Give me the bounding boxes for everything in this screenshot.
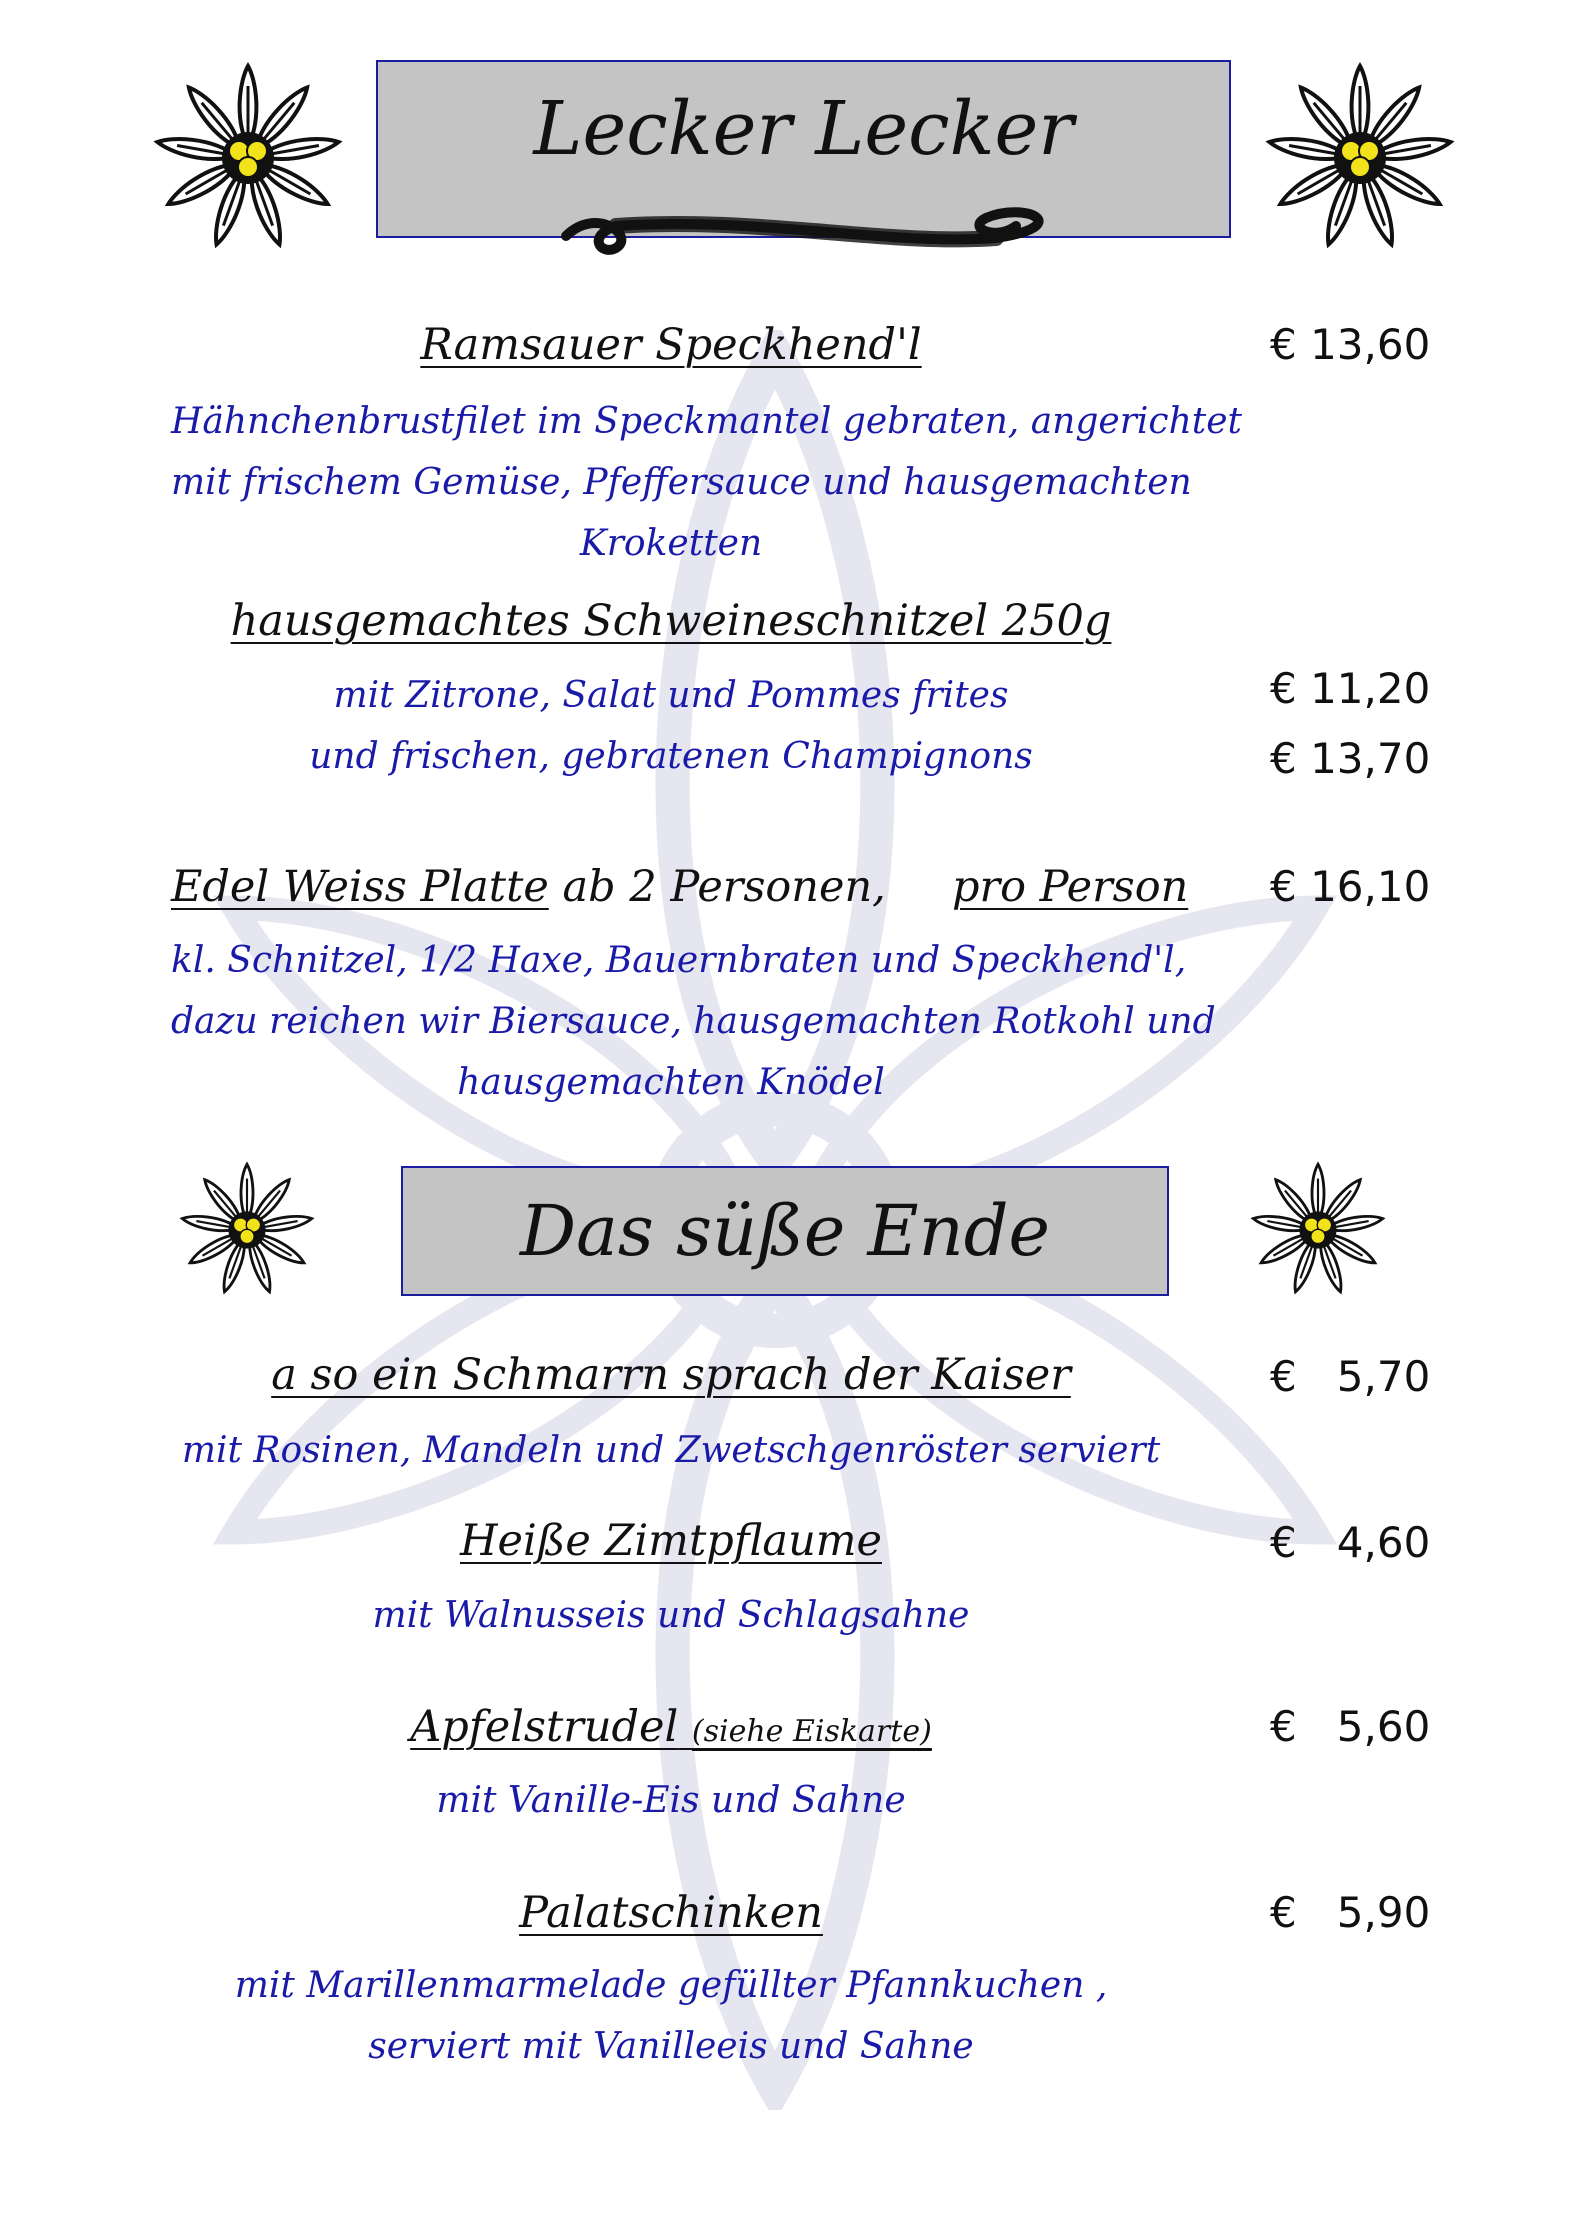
menu-item-description-line: mit Marillenmarmelade gefüllter Pfannkuchen ,: [234, 1965, 1108, 2006]
menu-item-name-row: [171, 862, 886, 912]
edelweiss-icon: [1248, 1160, 1388, 1304]
menu-item-price: € 5,60: [1270, 1702, 1431, 1751]
menu-item-description-line: mit Zitrone, Salat und Pommes frites: [333, 675, 1009, 716]
menu-item-price: € 5,90: [1270, 1888, 1431, 1937]
menu-item-note: (siehe Eiskarte): [691, 1714, 932, 1749]
menu-item-name: Edel Weiss Platte: [171, 862, 549, 912]
menu-item-description-line: kl. Schnitzel, 1/2 Haxe, Bauernbraten und Speckhend'l,: [171, 940, 1187, 981]
menu-item-price: € 16,10: [1270, 862, 1431, 911]
edelweiss-icon: [1262, 60, 1458, 260]
menu-item-description-line: mit frischem Gemüse, Pfeffersauce und hausgemachten: [171, 462, 1192, 503]
edelweiss-icon: [150, 60, 346, 260]
menu-item-name-row: [171, 1702, 1171, 1752]
menu-item-description-line: mit Rosinen, Mandeln und Zwetschgenröster serviert: [181, 1430, 1161, 1471]
menu-item-name-extra2: pro Person: [952, 862, 1189, 912]
menu-item-description-line: dazu reichen wir Biersauce, hausgemachten Rotkohl und: [171, 1001, 1216, 1042]
menu-item-name: a so ein Schmarrn sprach der Kaiser: [271, 1350, 1071, 1400]
menu-item-name: hausgemachtes Schweineschnitzel 250g: [230, 596, 1112, 646]
menu-item-name: Heiße Zimtpflaume: [460, 1516, 882, 1566]
menu-item-description-line: Hähnchenbrustfilet im Speckmantel gebraten, angerichtet: [171, 401, 1242, 442]
menu-item-price: € 11,20: [1270, 664, 1431, 713]
menu-item-price: € 4,60: [1270, 1518, 1431, 1567]
menu-item-description-line: serviert mit Vanilleeis und Sahne: [368, 2026, 974, 2067]
edelweiss-icon: [177, 1160, 317, 1304]
menu-item-description-line: Kroketten: [579, 523, 763, 564]
menu-item-name: Apfelstrudel: [410, 1702, 679, 1752]
menu-item-price: € 5,70: [1270, 1352, 1431, 1401]
menu-item-name: Palatschinken: [519, 1888, 823, 1938]
swirl-ornament-icon: [556, 196, 1066, 258]
menu-item-price: € 13,60: [1270, 320, 1431, 369]
section-title: Lecker Lecker: [533, 86, 1074, 172]
menu-item-description-line: und frischen, gebratenen Champignons: [309, 736, 1033, 777]
menu-item-description-line: mit Vanille-Eis und Sahne: [436, 1780, 906, 1821]
section-title: Das süße Ende: [520, 1190, 1050, 1272]
menu-item-price: € 13,70: [1270, 734, 1431, 783]
menu-item-description-line: mit Walnusseis und Schlagsahne: [372, 1595, 970, 1636]
section-title-box: [401, 1166, 1169, 1296]
menu-item-description-line: hausgemachten Knödel: [457, 1062, 885, 1103]
menu-item-name-extra: ab 2 Personen,: [562, 862, 886, 912]
menu-item-name: Ramsauer Speckhend'l: [420, 320, 922, 370]
